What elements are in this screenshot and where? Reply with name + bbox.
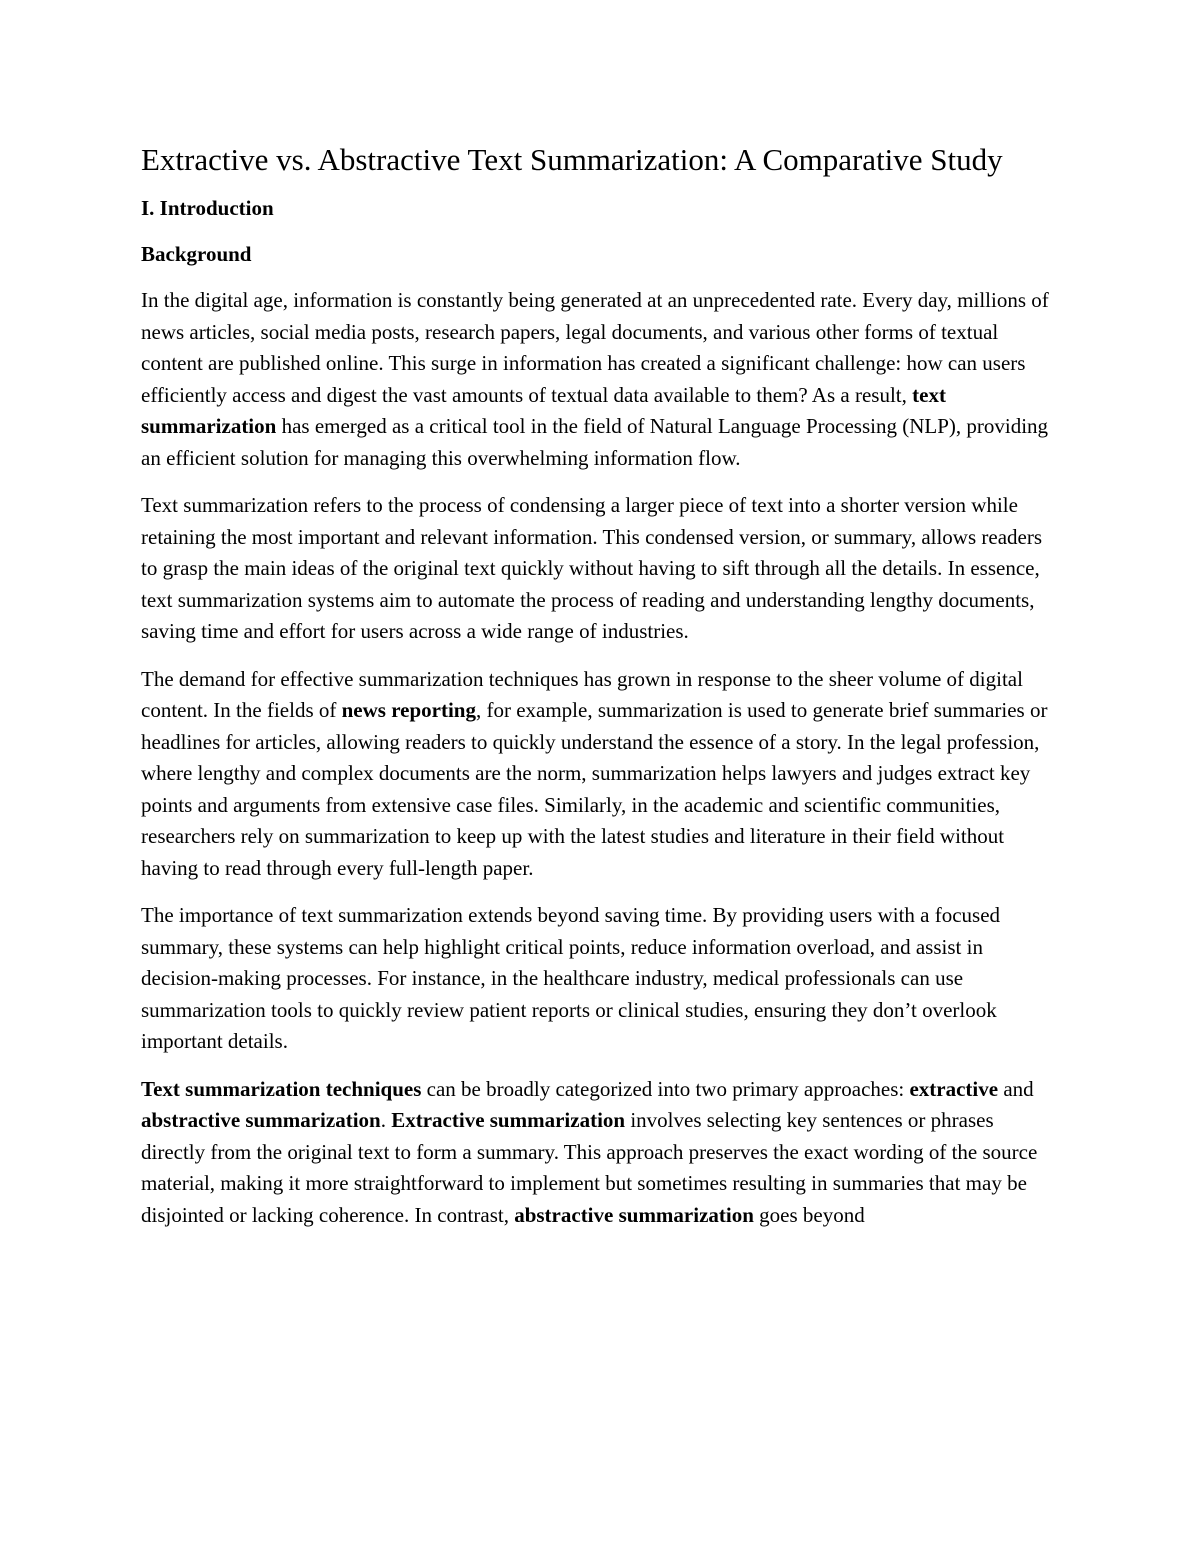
document-title: Extractive vs. Abstractive Text Summarization: A Comparative Study (141, 142, 1003, 177)
bold-term: Text summarization techniques (141, 1076, 422, 1101)
bold-term: Extractive summarization (391, 1108, 626, 1132)
text-run: , for example, summarization is used to generate brief summaries or headlines for articles, allowing readers to quickly understand the essence of a story. In the legal profession, where lengthy and complex documents are the norm, summarization helps lawyers and judges extract key points and arguments from extensive case files. Similarly, in the academic and scientific communities, researchers rely on summarization to keep up with the latest studies and literature in their field without having to read through every full-length paper. (141, 698, 1048, 880)
text-run: In the digital age, information is constantly being generated at an unprecedented rate. Every day, millions of news articles, social media posts, research papers, legal documents, and various other forms of textual content are published online. This surge in information has created a significant challenge: how can users efficiently access and digest the vast amounts of textual data available to them? As a result, (141, 288, 1049, 407)
subsection-heading: Background (141, 242, 252, 266)
text-run: has emerged as a critical tool in the field of Natural Language Processing (NLP), providing an efficient solution for managing this overwhelming information flow. (141, 414, 1049, 470)
paragraph-2 (141, 490, 1061, 648)
text-run: involves selecting key sentences or phrases directly from the original text to form a summary. This approach preserves the exact wording of the source material, making it more straightforward to implement but sometimes resulting in summaries that may be disjointed or lacking coherence. In contrast, (141, 1108, 1038, 1227)
bold-term: text summarization (141, 382, 946, 438)
section-heading: I. Introduction (141, 196, 274, 220)
bold-term: abstractive summarization (141, 1108, 381, 1132)
text-run: Text summarization refers to the process of condensing a larger piece of text into a shorter version while retaining the most important and relevant information. This condensed version, or summary, allows readers to grasp the main ideas of the original text quickly without having to sift through all the details. In essence, text summarization systems aim to automate the process of reading and understanding lengthy documents, saving time and effort for users across a wide range of industries. (141, 493, 1043, 643)
bold-term: abstractive summarization (514, 1202, 754, 1227)
bold-term: news reporting (341, 698, 476, 722)
text-run: goes beyond (753, 1202, 865, 1227)
paragraph-4 (141, 900, 1061, 1058)
paragraph-5 (141, 1074, 1061, 1232)
bold-term: extractive (909, 1076, 999, 1101)
text-run: . (380, 1108, 392, 1132)
text-run: The importance of text summarization extends beyond saving time. By providing users with a focused summary, these systems can help highlight critical points, reduce information overload, and assist in decision-making processes. For instance, in the healthcare industry, medical professionals can use summarization tools to quickly review patient reports or clinical studies, ensuring they don’t overlook important details. (141, 903, 1001, 1053)
text-run: The demand for effective summarization techniques has grown in response to the sheer volume of digital content. In the fields of (141, 666, 1023, 722)
document-page (141, 140, 1061, 1247)
text-run: can be broadly categorized into two primary approaches: (421, 1076, 910, 1101)
text-run: and (998, 1076, 1034, 1101)
paragraph-1 (141, 285, 1061, 474)
paragraph-3 (141, 664, 1061, 885)
